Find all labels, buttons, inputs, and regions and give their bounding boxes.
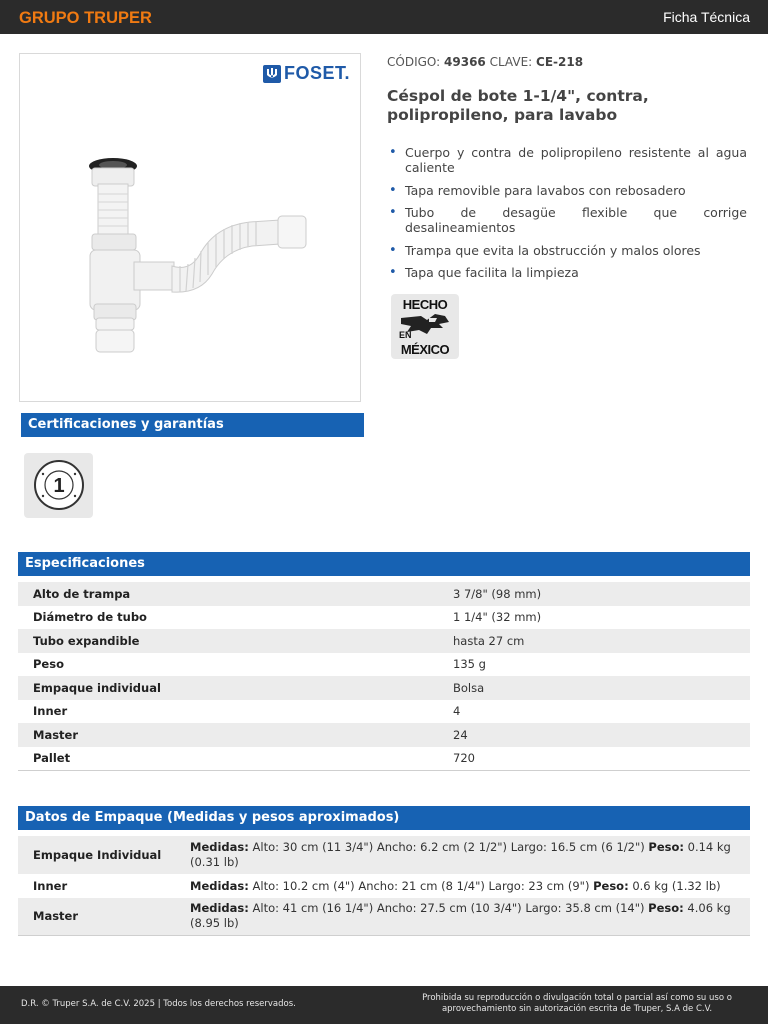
spec-label: Inner bbox=[33, 704, 68, 719]
header-bar bbox=[0, 0, 768, 34]
packaging-header: Datos de Empaque (Medidas y pesos aproximados) bbox=[18, 806, 750, 830]
footer-bar bbox=[0, 986, 768, 1024]
table-row bbox=[18, 898, 750, 935]
specifications-header: Especificaciones bbox=[18, 552, 750, 576]
product-title: Céspol de bote 1-1/4", contra, polipropileno, para lavabo bbox=[387, 87, 649, 124]
spec-value: 4 bbox=[453, 704, 461, 719]
foset-mark-icon bbox=[263, 65, 281, 83]
feature-item: • Tapa que facilita la limpieza bbox=[387, 265, 747, 280]
pack-value bbox=[175, 898, 750, 935]
peso-value: 4.06 kg (8.95 lb) bbox=[190, 901, 731, 931]
spec-label: Peso bbox=[33, 657, 64, 672]
pack-label: Empaque Individual bbox=[18, 836, 175, 874]
clave-value: CE-218 bbox=[536, 55, 584, 69]
medidas-value: Alto: 10.2 cm (4") Ancho: 21 cm (8 1/4") Largo: 23 cm (9") bbox=[252, 878, 590, 893]
foset-logo bbox=[263, 63, 350, 84]
warranty-badge bbox=[24, 453, 93, 518]
table-row bbox=[18, 606, 750, 630]
foset-logo-text: FOSET. bbox=[283, 63, 350, 83]
peso-value: 0.14 kg (0.31 lb) bbox=[190, 840, 731, 869]
peso-value: 0.6 kg (1.32 lb) bbox=[632, 878, 721, 893]
medidas-label: Medidas: bbox=[190, 878, 249, 893]
cespol-product-icon bbox=[80, 154, 320, 369]
spec-value: 3 7/8" (98 mm) bbox=[438, 582, 750, 606]
codigo-value: 49366 bbox=[444, 55, 486, 69]
feature-list bbox=[387, 145, 747, 288]
spec-label: Diámetro de tubo bbox=[33, 610, 147, 625]
peso-label: Peso: bbox=[648, 840, 684, 854]
certifications-header: Certificaciones y garantías bbox=[21, 413, 364, 437]
clave-label: CLAVE: bbox=[489, 55, 533, 69]
spec-value: 135 g bbox=[453, 657, 486, 672]
product-image bbox=[19, 53, 361, 402]
medidas-label: Medidas: bbox=[190, 901, 249, 916]
table-row bbox=[18, 723, 750, 747]
table-row bbox=[18, 653, 750, 677]
spec-value: hasta 27 cm bbox=[438, 629, 750, 653]
legal-notice: Prohibida su reproducción o divulgación total o parcial así como su uso o aprovechamiento sin autorización escrita de Truper, S.A de C.V. bbox=[422, 993, 732, 1014]
badge-line-2: EN bbox=[399, 330, 412, 340]
codigo-label: CÓDIGO: bbox=[387, 55, 441, 69]
warranty-years: 1 bbox=[53, 475, 65, 497]
feature-item: • Cuerpo y contra de polipropileno resistente al agua caliente bbox=[387, 145, 747, 175]
spec-value: Bolsa bbox=[438, 676, 750, 700]
table-row bbox=[18, 874, 750, 898]
specifications-table bbox=[18, 582, 750, 771]
spec-label: Empaque individual bbox=[18, 676, 438, 700]
medidas-value: Alto: 41 cm (16 1/4") Ancho: 27.5 cm (10 3/4") Largo: 35.8 cm (14") bbox=[252, 901, 645, 916]
table-row bbox=[18, 836, 750, 874]
table-row bbox=[18, 676, 750, 700]
product-code-line bbox=[387, 55, 583, 69]
pack-value bbox=[175, 836, 750, 874]
peso-label: Peso: bbox=[648, 901, 684, 916]
table-row bbox=[18, 747, 750, 771]
pack-label: Inner bbox=[33, 878, 68, 893]
hecho-en-mexico-badge bbox=[391, 294, 459, 359]
medidas-label: Medidas: bbox=[190, 840, 249, 854]
pack-value bbox=[175, 874, 750, 898]
medidas-value: Alto: 30 cm (11 3/4") Ancho: 6.2 cm (2 1/2") Largo: 16.5 cm (6 1/2") bbox=[252, 840, 645, 854]
badge-line-3: MÉXICO bbox=[400, 342, 450, 357]
feature-item: • Tubo de desagüe flexible que corrige desalineamientos bbox=[387, 205, 747, 235]
spec-value: 1 1/4" (32 mm) bbox=[453, 610, 542, 625]
spec-label: Pallet bbox=[18, 747, 438, 771]
warranty-seal-icon bbox=[33, 458, 85, 512]
feature-item: • Tapa removible para lavabos con rebosadero bbox=[387, 183, 747, 198]
spec-label: Master bbox=[18, 723, 438, 747]
peso-label: Peso: bbox=[593, 878, 629, 893]
pack-label: Master bbox=[18, 898, 175, 935]
spec-label: Tubo expandible bbox=[18, 629, 438, 653]
table-row bbox=[18, 700, 750, 724]
badge-line-1: HECHO bbox=[402, 297, 448, 312]
document-type: Ficha Técnica bbox=[663, 9, 750, 25]
spec-label: Alto de trampa bbox=[18, 582, 438, 606]
table-row bbox=[18, 629, 750, 653]
spec-value: 24 bbox=[438, 723, 750, 747]
feature-item: • Trampa que evita la obstrucción y malos olores bbox=[387, 243, 747, 258]
packaging-table bbox=[18, 836, 750, 936]
brand-logo: GRUPO TRUPER bbox=[19, 9, 152, 27]
table-row bbox=[18, 582, 750, 606]
spec-value: 720 bbox=[438, 747, 750, 771]
copyright-text: D.R. © Truper S.A. de C.V. 2025 | Todos los derechos reservados. bbox=[21, 999, 296, 1009]
